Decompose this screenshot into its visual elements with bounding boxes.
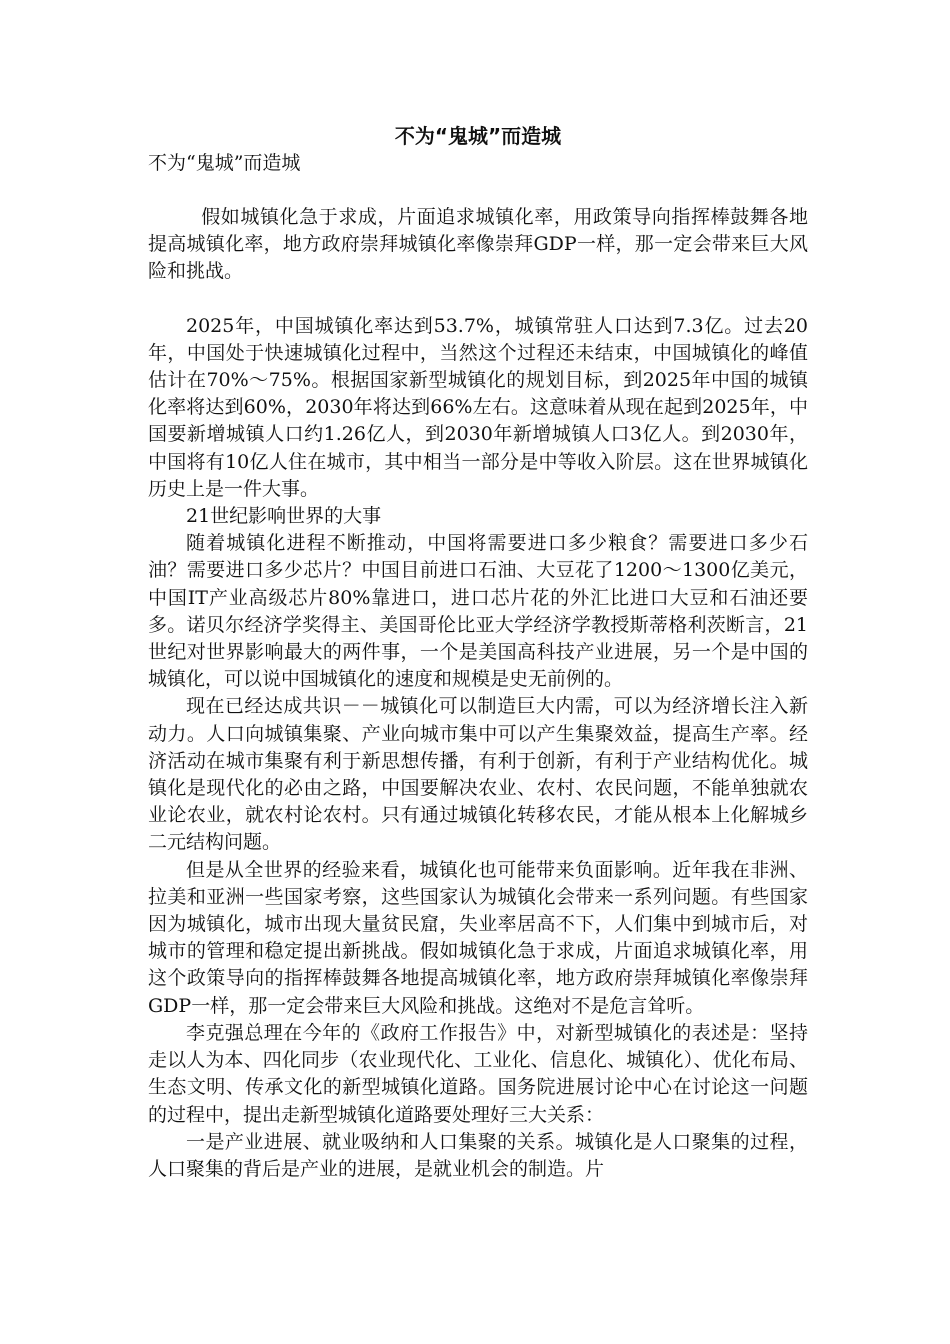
paragraph-risks: 但是从全世界的经验来看，城镇化也可能带来负面影响。近年我在非洲、拉美和亚洲一些国家考察，这些国家认为城镇化会带来一系列问题。有些国家因为城镇化，城市出现大量贫民窟，失业率居高不下，人们集中到城市后，对城市的管理和稳定提出新挑战。假如城镇化急于求成，片面追求城镇化率，用这个政策导向的指挥棒鼓舞各地提高城镇化率，地方政府崇拜城镇化率像崇拜GDP一样，那一定会带来巨大风险和挑战。这绝对不是危言耸听。 (148, 858, 808, 1017)
document-page (148, 118, 808, 1183)
document-subtitle: 不为“鬼城”而造城 (148, 152, 301, 174)
document-title: 不为“鬼城”而造城 (394, 124, 562, 148)
paragraph-imports: 随着城镇化进程不断推动，中国将需要进口多少粮食？需要进口多少石油？需要进口多少芯片？中国目前进口石油、大豆花了1200～1300亿美元，中国IT产业高级芯片80%靠进口，进口芯片花的外汇比进口大豆和石油还要多。诺贝尔经济学奖得主、美国哥伦比亚大学经济学教授斯蒂格利茨断言，21世纪对世界影响最大的两件事，一个是美国高科技产业进展，另一个是中国的城镇化，可以说中国城镇化的速度和规模是史无前例的。 (148, 532, 808, 691)
section-heading: 21世纪影响世界的大事 (186, 505, 382, 528)
paragraph-intro: 假如城镇化急于求成，片面追求城镇化率，用政策导向指挥棒鼓舞各地提高城镇化率，地方政府崇拜城镇化率像崇拜GDP一样，那一定会带来巨大风险和挑战。 (148, 206, 808, 283)
paragraph-statistics: 2025年，中国城镇化率达到53.7%，城镇常驻人口达到7.3亿。过去20年，中国处于快速城镇化过程中，当然这个过程还未结束，中国城镇化的峰值估计在70%～75%。根据国家新型城镇化的规划目标，到2025年中国的城镇化率将达到60%，2030年将达到66%左右。这意味着从现在起到2025年，中国要新增城镇人口约1.26亿人，到2030年新增城镇人口3亿人。到2030年，中国将有10亿人住在城市，其中相当一部分是中等收入阶层。这在世界城镇化历史上是一件大事。 (148, 314, 808, 500)
paragraph-first-relation: 一是产业进展、就业吸纳和人口集聚的关系。城镇化是人口聚集的过程，人口聚集的背后是产业的进展，是就业机会的制造。片 (148, 1130, 808, 1180)
paragraph-government-report: 李克强总理在今年的《政府工作报告》中，对新型城镇化的表述是：坚持走以人为本、四化同步（农业现代化、工业化、信息化、城镇化）、优化布局、生态文明、传承文化的新型城镇化道路。国务院进展讨论中心在讨论这一问题的过程中，提出走新型城镇化道路要处理好三大关系： (148, 1021, 808, 1126)
paragraph-consensus: 现在已经达成共识－－城镇化可以制造巨大内需，可以为经济增长注入新动力。人口向城镇集聚、产业向城市集中可以产生集聚效益，提高生产率。经济活动在城市集聚有利于新思想传播，有利于创新，有利于产业结构优化。城镇化是现代化的必由之路，中国要解决农业、农村、农民问题，不能单独就农业论农业，就农村论农村。只有通过城镇化转移农民，才能从根本上化解城乡二元结构问题。 (148, 695, 808, 854)
